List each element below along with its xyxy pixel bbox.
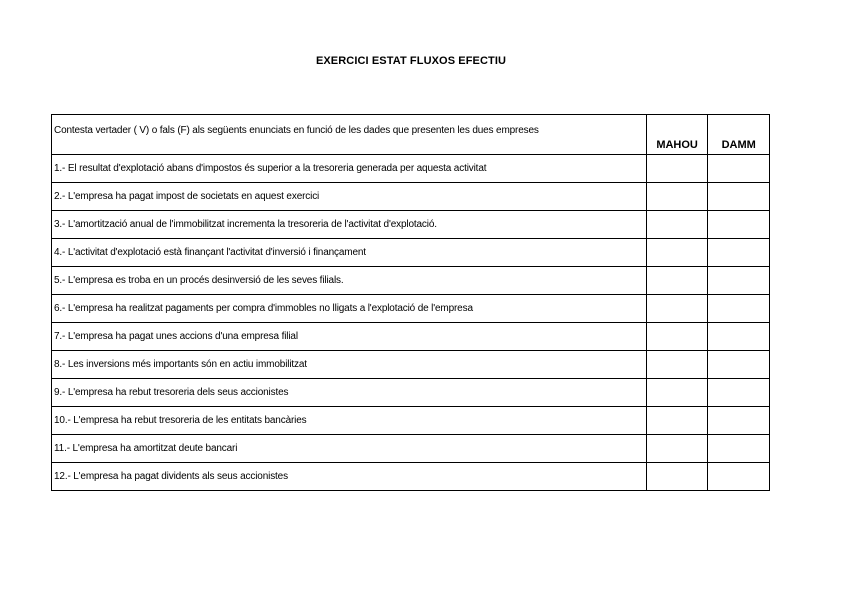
answer-cell-damm[interactable] xyxy=(708,267,770,295)
table-row xyxy=(52,183,770,211)
questions-table xyxy=(51,114,770,491)
statement-text: 8.- Les inversions més importants són en actiu immobilitzat xyxy=(52,351,647,379)
answer-cell-damm[interactable] xyxy=(708,379,770,407)
table-header-row xyxy=(52,115,770,155)
answer-cell-mahou[interactable] xyxy=(646,463,708,491)
answer-cell-damm[interactable] xyxy=(708,239,770,267)
column-header-damm: DAMM xyxy=(708,115,770,155)
table-row xyxy=(52,323,770,351)
answer-cell-mahou[interactable] xyxy=(646,351,708,379)
answer-cell-damm[interactable] xyxy=(708,295,770,323)
statement-text: 3.- L'amortització anual de l'immobilitzat incrementa la tresoreria de l'activitat d'explotació. xyxy=(52,211,647,239)
table-row xyxy=(52,435,770,463)
answer-cell-mahou[interactable] xyxy=(646,379,708,407)
table-row xyxy=(52,407,770,435)
answer-cell-mahou[interactable] xyxy=(646,323,708,351)
table-row xyxy=(52,295,770,323)
answer-cell-damm[interactable] xyxy=(708,407,770,435)
answer-cell-mahou[interactable] xyxy=(646,183,708,211)
statement-text: 7.- L'empresa ha pagat unes accions d'una empresa filial xyxy=(52,323,647,351)
statement-text: 5.- L'empresa es troba en un procés desinversió de les seves filials. xyxy=(52,267,647,295)
table-row xyxy=(52,351,770,379)
table-row xyxy=(52,155,770,183)
statement-text: 10.- L'empresa ha rebut tresoreria de les entitats bancàries xyxy=(52,407,647,435)
statement-text: 9.- L'empresa ha rebut tresoreria dels seus accionistes xyxy=(52,379,647,407)
statement-text: 4.- L'activitat d'explotació està finançant l'activitat d'inversió i finançament xyxy=(52,239,647,267)
table-row xyxy=(52,379,770,407)
answer-cell-mahou[interactable] xyxy=(646,239,708,267)
answer-cell-damm[interactable] xyxy=(708,323,770,351)
answer-cell-mahou[interactable] xyxy=(646,407,708,435)
table-row xyxy=(52,211,770,239)
answer-cell-mahou[interactable] xyxy=(646,295,708,323)
page-title: EXERCICI ESTAT FLUXOS EFECTIU xyxy=(315,55,507,67)
answer-cell-damm[interactable] xyxy=(708,155,770,183)
table-row xyxy=(52,267,770,295)
answer-cell-mahou[interactable] xyxy=(646,435,708,463)
answer-cell-mahou[interactable] xyxy=(646,155,708,183)
table-row xyxy=(52,239,770,267)
instruction-text: Contesta vertader ( V) o fals (F) als següents enunciats en funció de les dades que presenten les dues empreses xyxy=(54,125,539,136)
answer-cell-damm[interactable] xyxy=(708,183,770,211)
column-header-mahou: MAHOU xyxy=(646,115,708,155)
answer-cell-damm[interactable] xyxy=(708,463,770,491)
table-row xyxy=(52,463,770,491)
statement-text: 6.- L'empresa ha realitzat pagaments per compra d'immobles no lligats a l'explotació de l'empresa xyxy=(52,295,647,323)
instruction-cell xyxy=(52,115,647,155)
statement-text: 11.- L'empresa ha amortitzat deute bancari xyxy=(52,435,647,463)
answer-cell-damm[interactable] xyxy=(708,435,770,463)
statement-text: 1.- El resultat d'explotació abans d'impostos és superior a la tresoreria generada per aquesta activitat xyxy=(52,155,647,183)
answer-cell-mahou[interactable] xyxy=(646,211,708,239)
answer-cell-damm[interactable] xyxy=(708,211,770,239)
answer-cell-damm[interactable] xyxy=(708,351,770,379)
statement-text: 2.- L'empresa ha pagat impost de societats en aquest exercici xyxy=(52,183,647,211)
statement-text: 12.- L'empresa ha pagat dividents als seus accionistes xyxy=(52,463,647,491)
answer-cell-mahou[interactable] xyxy=(646,267,708,295)
